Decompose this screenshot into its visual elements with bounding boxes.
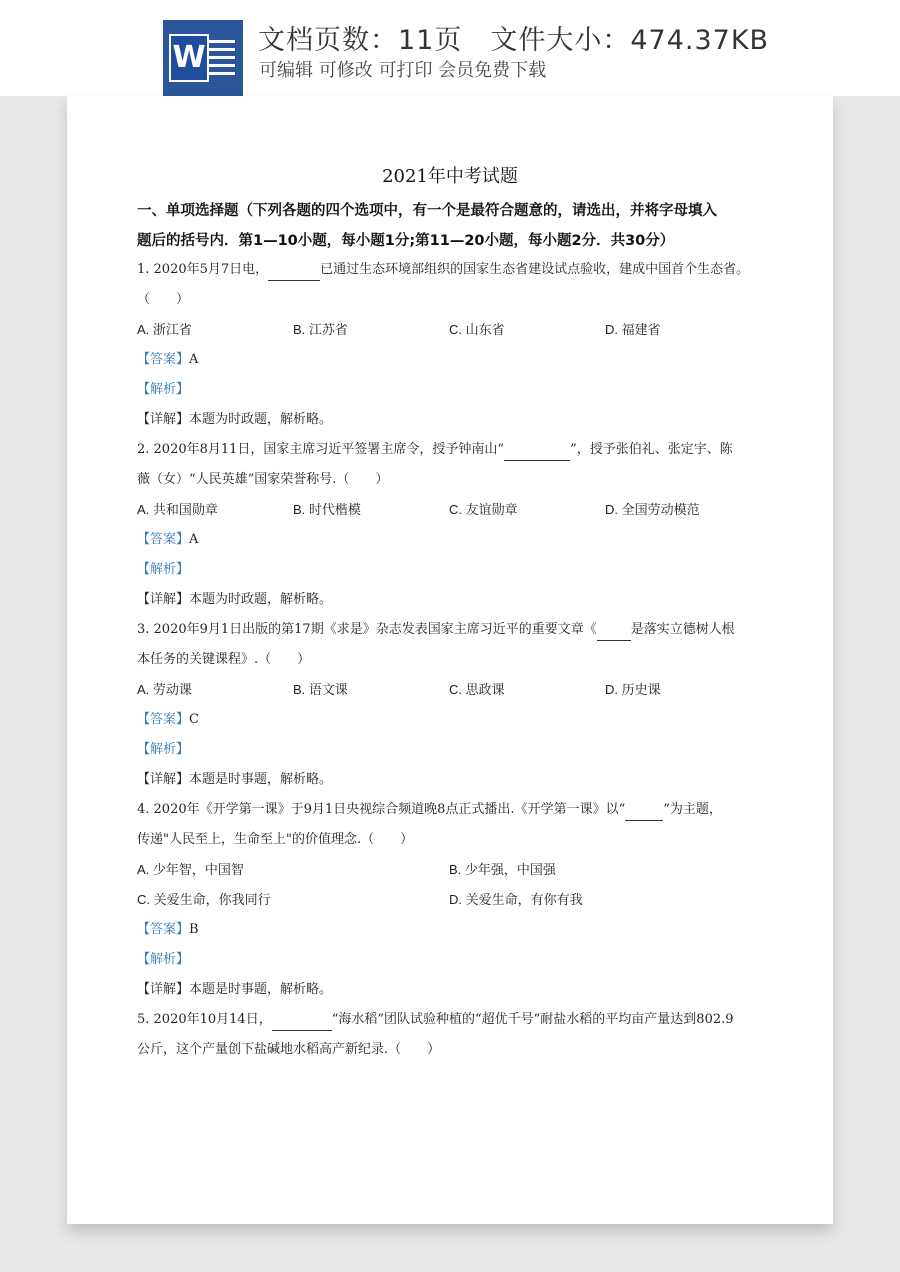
question-4-detail: 【详解】本题是时事题，解析略。 (137, 982, 333, 997)
question-1-option-b: B. 江苏省 (293, 322, 348, 337)
question-4-option-a: A. 少年智，中国智 (137, 862, 244, 877)
question-3-pre: 3. 2020年9月1日出版的第17期《求是》杂志发表国家主席习近平的重要文章《 (137, 622, 597, 637)
document-features: 可编辑 可修改 可打印 会员免费下载 (259, 60, 547, 81)
question-3-option-c: C. 思政课 (449, 682, 505, 697)
question-4-option-b: B. 少年强，中国强 (449, 862, 556, 877)
question-4-option-c: C. 关爱生命，你我同行 (137, 892, 271, 907)
document-info-title: 文档页数：11页 文件大小：474.37KB (258, 25, 770, 56)
question-1-answer-value: A (189, 352, 199, 367)
question-4-option-d: D. 关爱生命，有你有我 (449, 892, 583, 907)
question-2-option-d: D. 全国劳动模范 (605, 502, 700, 517)
question-1-detail: 【详解】本题为时政题，解析略。 (137, 412, 333, 427)
question-3-line2: 本任务的关键课程》.（ ） (137, 652, 311, 667)
question-4-answer (137, 920, 767, 940)
page-title: 2021年中考试题 (382, 166, 518, 187)
question-5-pre: 5. 2020年10月14日， (137, 1012, 272, 1027)
question-3-line1 (137, 620, 767, 641)
question-4-analysis-label: 【解析】 (137, 952, 190, 967)
question-3-answer (137, 710, 767, 730)
question-3-post: 是落实立德树人根 (630, 622, 735, 637)
section-heading (137, 196, 767, 256)
question-3-option-b: B. 语文课 (293, 682, 348, 697)
question-2-pre: 2. 2020年8月11日，国家主席习近平签署主席令，授予钟南山“ (137, 442, 505, 457)
question-5-line1 (137, 1010, 767, 1031)
question-2-option-c: C. 友谊勋章 (449, 502, 518, 517)
question-1-option-c: C. 山东省 (449, 322, 505, 337)
question-2-line1 (137, 440, 767, 461)
question-2-blank (504, 440, 570, 461)
question-2-analysis-label: 【解析】 (137, 562, 190, 577)
document-page (67, 96, 833, 1224)
question-5-post: “海水稻”团队试验种植的“超优千号”耐盐水稻的平均亩产量达到802.9 (331, 1012, 734, 1027)
question-4-answer-value: B (189, 922, 199, 937)
word-letter-icon: W (169, 34, 209, 82)
question-3-answer-value: C (189, 712, 199, 727)
word-document-icon (163, 20, 243, 96)
question-3-option-d: D. 历史课 (605, 682, 661, 697)
question-1-analysis-label: 【解析】 (137, 382, 190, 397)
header-banner (0, 0, 900, 96)
question-3-blank (597, 620, 631, 641)
question-2-line2: 薇（女）“人民英雄”国家荣誉称号.（ ） (137, 472, 389, 487)
question-4-pre: 4. 2020年《开学第一课》于9月1日央视综合频道晚8点正式播出.《开学第一课》以“ (137, 802, 626, 817)
question-2-answer-value: A (189, 532, 199, 547)
answer-label: 【答案】 (137, 352, 190, 367)
section-heading-line2: 题后的括号内．第1—10小题，每小题1分;第11—20小题，每小题2分．共30分） (137, 233, 675, 249)
question-1-line2: （ ） (137, 292, 190, 307)
question-1-blank (268, 260, 320, 281)
question-4-line1 (137, 800, 767, 821)
question-1-post: 已通过生态环境部组织的国家生态省建设试点验收，建成中国首个生态省。 (320, 262, 750, 277)
question-2-answer (137, 530, 767, 550)
answer-label: 【答案】 (137, 922, 190, 937)
question-3-option-a: A. 劳动课 (137, 682, 192, 697)
question-4-blank (625, 800, 663, 821)
question-3-analysis-label: 【解析】 (137, 742, 190, 757)
question-2-option-a: A. 共和国勋章 (137, 502, 218, 517)
question-1-answer (137, 350, 767, 370)
question-1-option-d: D. 福建省 (605, 322, 661, 337)
answer-label: 【答案】 (137, 712, 190, 727)
question-5-blank (272, 1010, 332, 1031)
question-1-pre: 1. 2020年5月7日电， (137, 262, 269, 277)
question-2-detail: 【详解】本题为时政题，解析略。 (137, 592, 333, 607)
question-2-option-b: B. 时代楷模 (293, 502, 361, 517)
question-3-detail: 【详解】本题是时事题，解析略。 (137, 772, 333, 787)
question-4-line2: 传递"人民至上，生命至上"的价值理念.（ ） (137, 832, 414, 847)
question-5-line2: 公斤，这个产量创下盐碱地水稻高产新纪录.（ ） (137, 1042, 441, 1057)
document-lines-icon (209, 40, 235, 80)
question-4-post: ”为主题， (663, 802, 722, 817)
question-2-post: ”，授予张伯礼、张定宇、陈 (570, 442, 733, 457)
question-1-line1 (137, 260, 767, 281)
question-1-option-a: A. 浙江省 (137, 322, 192, 337)
answer-label: 【答案】 (137, 532, 190, 547)
section-heading-line1: 一、单项选择题（下列各题的四个选项中，有一个是最符合题意的，请选出，并将字母填入 (137, 203, 717, 219)
